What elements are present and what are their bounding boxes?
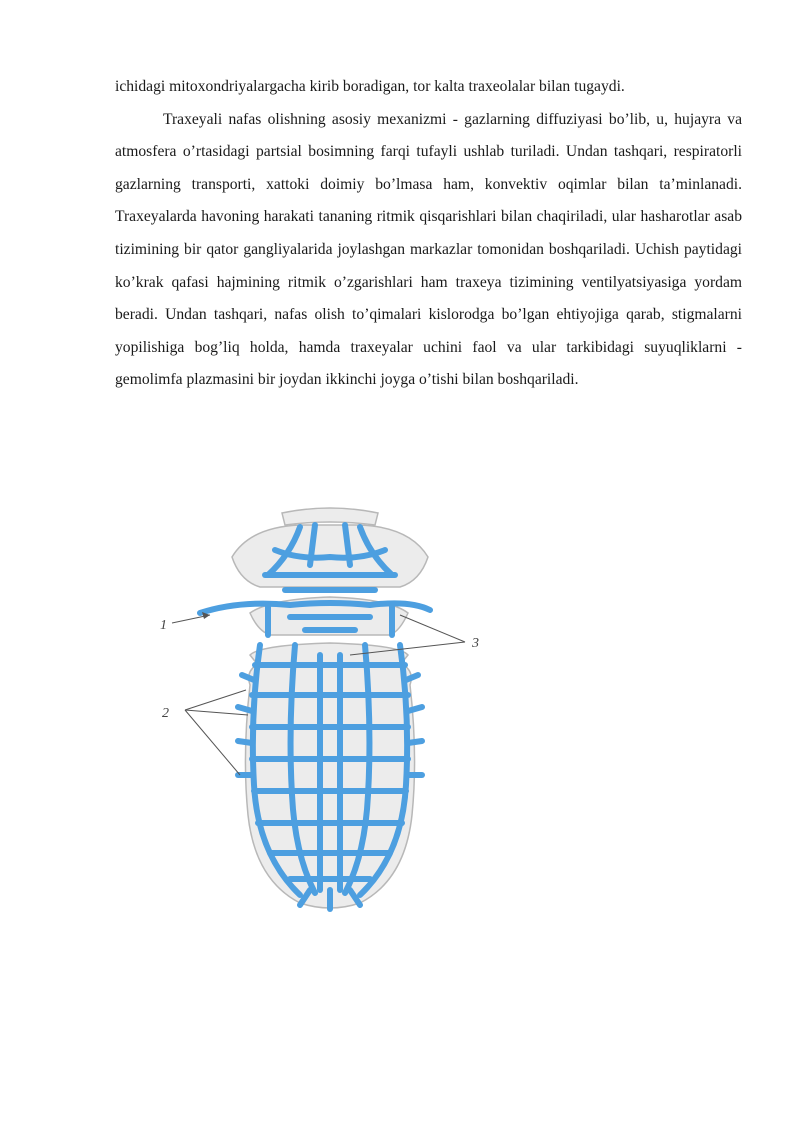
paragraph-main: Traxeyali nafas olishning asosiy mexanizmi - gazlarning diffuziyasi bo’lib, u, hujayra va atmosfera o’rtasidagi partsial bosimning farqi tufayli ushlab turiladi. Undan tashqari, respiratorli gazlarning transporti, xattoki doimiy bo’lmasa ham, konvektiv oqimlar bilan ta’minlanadi. Traxeyalarda havoning harakati tananing ritmik qisqarishlari bilan chaqiriladi, ular hasharotlar asab tizimining bir qator gangliyalarida joylashgan markazlar tomonidan boshqariladi. Uchish paytidagi ko’krak qafasi hajmining ritmik o’zgarishlari ham traxeya tizimining ventilyatsiyasiga yordam beradi. Undan tashqari, nafas olish to’qimalari kislorodga bo’lgan ehtiyojiga qarab, stigmalarni yopilishiga bog’liq holda, hamda traxeyalar uchini faol va ular tarkibidagi suyuqliklarni - gemolimfa plazmasini bir joydan ikkinchi joyga o’tishi bilan boshqariladi. xyxy=(115,110,742,389)
figure-label-3: 3 xyxy=(472,636,479,651)
tracheal-diagram xyxy=(150,495,510,925)
insect-tracheal-system-figure xyxy=(150,495,510,925)
body-text xyxy=(115,71,742,397)
figure-label-1: 1 xyxy=(160,618,167,633)
insect-body xyxy=(232,508,428,908)
figure-label-2: 2 xyxy=(162,706,169,721)
paragraph-continuation: ichidagi mitoxondriyalargacha kirib boradigan, tor kalta traxeolalar bilan tugaydi. xyxy=(115,78,625,95)
